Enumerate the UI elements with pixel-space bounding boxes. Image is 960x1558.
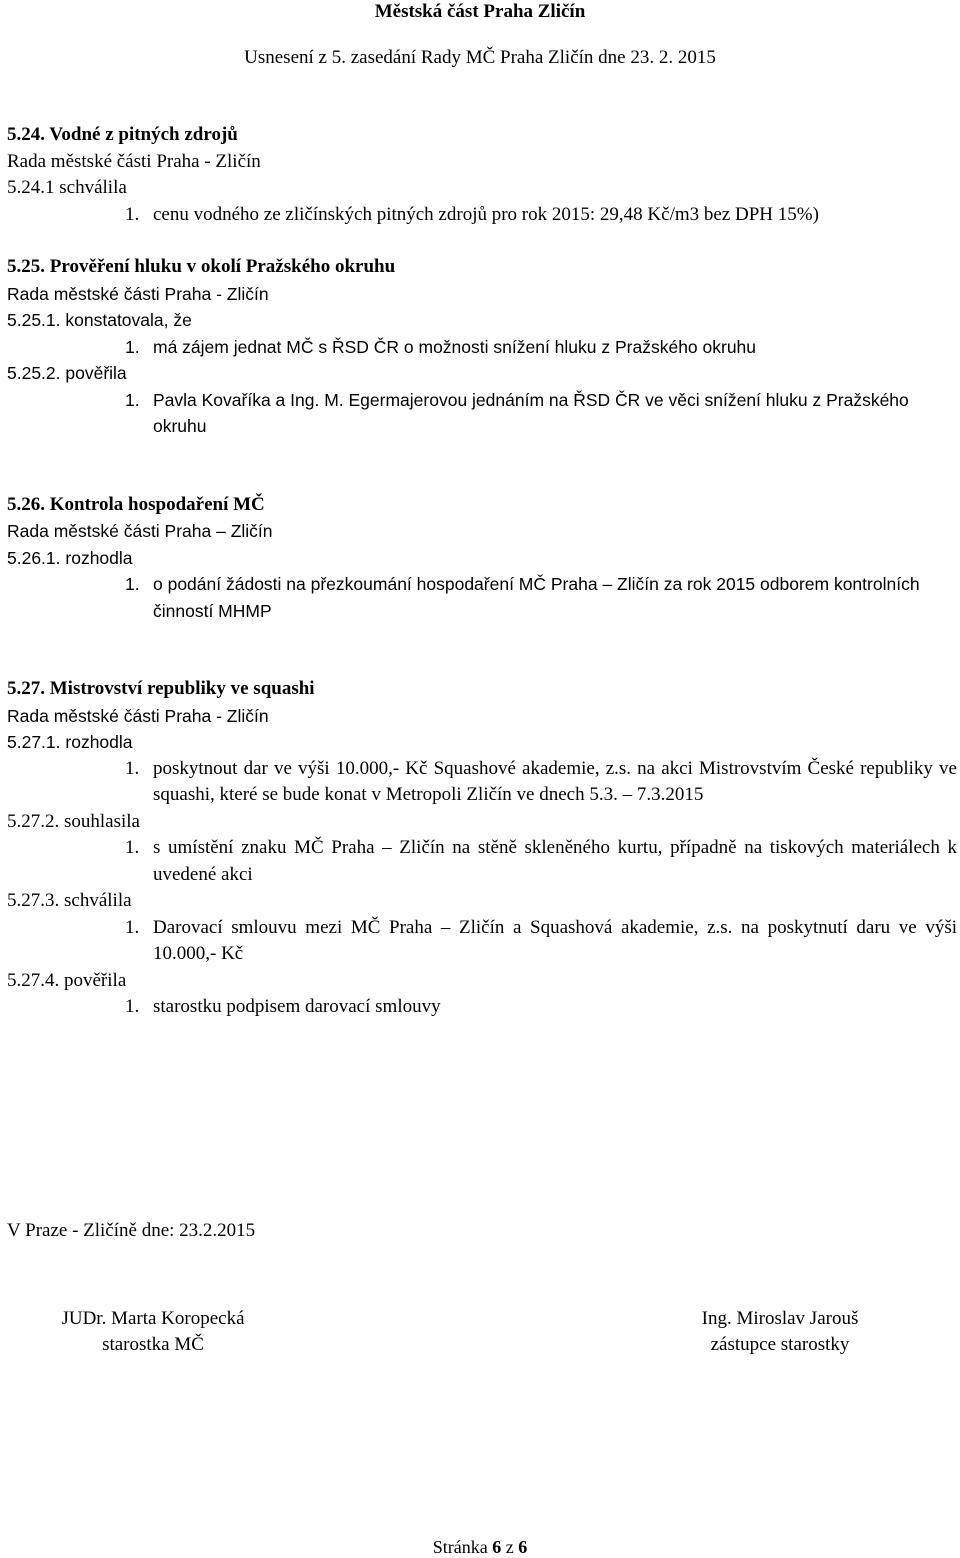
header-title: Městská část Praha Zličín: [374, 1, 586, 22]
list-item: [7, 571, 957, 624]
section-body-5-27: Rada městské části Praha - Zličín: [7, 705, 269, 726]
subsection-5-27-2: 5.27.2. souhlasila: [7, 810, 140, 832]
resolutions-content: [7, 122, 957, 1021]
list-item-number: 1.: [125, 389, 140, 410]
list-item: [7, 334, 957, 361]
list-item-text: starostku podpisem darovací smlouvy: [153, 996, 441, 1017]
subsection-5-27-1: 5.27.1. rozhodla: [7, 732, 133, 752]
section-body-5-24: Rada městské části Praha - Zličín: [7, 150, 261, 172]
footer-label: Stránka: [432, 1537, 488, 1557]
footer-page-total: 6: [518, 1537, 528, 1557]
list-item: [7, 994, 957, 1021]
subsection-5-27-3: 5.27.3. schválila: [7, 890, 132, 911]
list-item-text: má zájem jednat MČ s ŘSD ČR o možnosti snížení hluku z Pražského okruhu: [153, 336, 757, 357]
list-item: [7, 756, 957, 809]
section-heading-5-26: 5.26. Kontrola hospodaření MČ: [7, 493, 265, 515]
header-subtitle: Usnesení z 5. zasedání Rady MČ Praha Zličín dne 23. 2. 2015: [244, 47, 716, 68]
place-and-date: V Praze - Zličíně dne: 23.2.2015: [7, 1220, 256, 1241]
section-heading-5-24: 5.24. Vodné z pitných zdrojů: [7, 124, 238, 145]
list-item-number: 1.: [125, 336, 140, 357]
list-item-text: Pavla Kovaříka a Ing. M. Egermajerovou jednáním na ŘSD ČR ve věci snížení hluku z Pražského okruhu: [153, 389, 909, 436]
page-footer: [0, 1536, 960, 1558]
list-item: [7, 915, 957, 968]
list-item-text: s umístění znaku MČ Praha – Zličín na stěně skleněného kurtu, případně na tiskových materiálech k uvedené akci: [153, 837, 957, 885]
list-item-number: 1.: [125, 837, 140, 858]
signature-left-role: starostka MČ: [102, 1334, 204, 1355]
subsection-5-25-2: 5.25.2. pověřila: [7, 363, 127, 383]
signature-left-name: JUDr. Marta Koropecká: [61, 1308, 245, 1329]
signature-right-name: Ing. Miroslav Jarouš: [701, 1308, 859, 1329]
signature-right-role: zástupce starostky: [710, 1334, 850, 1355]
list-item: [7, 835, 957, 888]
list-item-number: 1.: [125, 996, 140, 1017]
signature-left: [40, 1306, 266, 1358]
list-item-number: 1.: [125, 203, 140, 225]
list-item-number: 1.: [125, 757, 140, 779]
footer-of: z: [505, 1537, 514, 1557]
list-item: [7, 202, 957, 229]
section-body-5-26: Rada městské části Praha – Zličín: [7, 521, 273, 541]
subsection-5-26-1: 5.26.1. rozhodla: [7, 547, 133, 568]
list-item-text: Darovací smlouvu mezi MČ Praha – Zličín a Squashová akademie, z.s. na poskytnutí daru ve výši 10.000,- Kč: [153, 916, 957, 964]
footer-page-number: 6: [492, 1537, 502, 1557]
list-item-text: poskytnout dar ve výši 10.000,- Kč Squashové akademie, z.s. na akci Mistrovstvím České republiky ve squashi, které se bude konat v Metropoli Zličín ve dnech 5.3. – 7.3.2015: [153, 757, 957, 805]
section-body-5-25: Rada městské části Praha - Zličín: [7, 283, 269, 304]
subsection-5-24-1: 5.24.1 schválila: [7, 177, 127, 198]
list-item-number: 1.: [125, 574, 140, 594]
list-item-text: cenu vodného ze zličínských pitných zdrojů pro rok 2015: 29,48 Kč/m3 bez DPH 15%): [153, 203, 819, 225]
section-heading-5-25: 5.25. Prověření hluku v okolí Pražského okruhu: [7, 256, 396, 277]
list-item-number: 1.: [125, 916, 140, 938]
subsection-5-27-4: 5.27.4. pověřila: [7, 969, 127, 991]
signature-right: [680, 1306, 880, 1358]
subsection-5-25-1: 5.25.1. konstatovala, že: [7, 310, 192, 330]
section-heading-5-27: 5.27. Mistrovství republiky ve squashi: [7, 678, 315, 699]
list-item-text: o podání žádosti na přezkoumání hospodaření MČ Praha – Zličín za rok 2015 odborem kontrolních činností MHMP: [153, 574, 920, 621]
list-item: [7, 387, 957, 440]
